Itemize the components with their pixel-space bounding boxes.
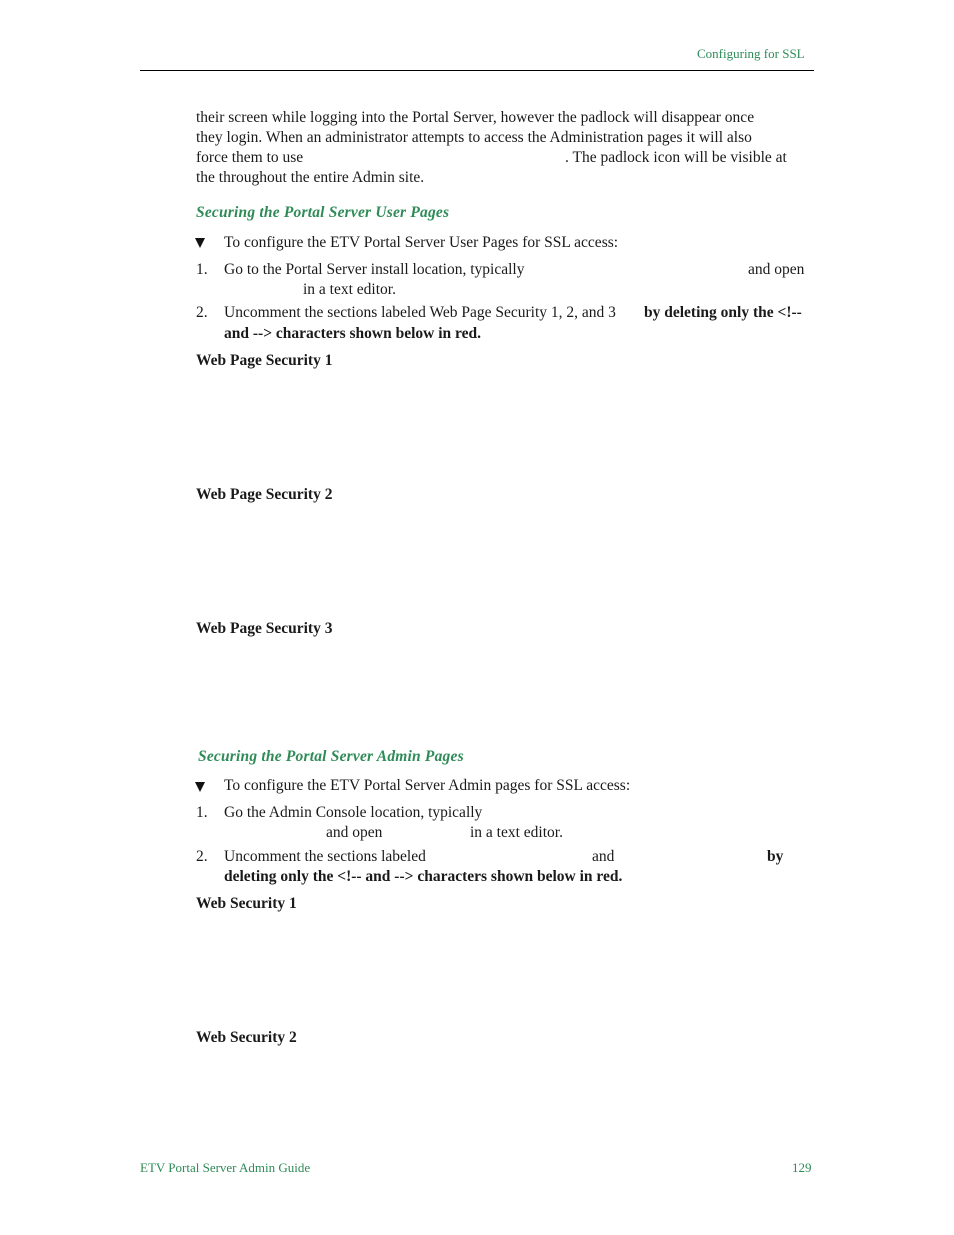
admin-step-1-text-a: Go the Admin Console location, typically: [224, 804, 483, 821]
step-number: 1.: [196, 804, 208, 821]
admin-step-2-text-b: and: [592, 848, 615, 865]
admin-step-2-bold-b: deleting only the <!-- and --> characters shown below in red.: [224, 868, 623, 885]
label-web-page-security-3: Web Page Security 3: [196, 620, 333, 637]
label-web-page-security-2: Web Page Security 2: [196, 486, 333, 503]
triangle-bullet-icon: [195, 238, 205, 248]
step-number: 2.: [196, 304, 208, 321]
step-number: 1.: [196, 261, 208, 278]
admin-step-2-bold-a: by: [767, 848, 784, 865]
label-web-security-2: Web Security 2: [196, 1029, 297, 1046]
admin-step-2-text-a: Uncomment the sections labeled: [224, 848, 426, 865]
section-heading-user-pages: Securing the Portal Server User Pages: [196, 204, 450, 221]
header-rule: [140, 70, 814, 71]
procedure-intro-user: To configure the ETV Portal Server User Pages for SSL access:: [224, 234, 619, 251]
intro-line-1: their screen while logging into the Portal Server, however the padlock will disappear once: [196, 109, 755, 126]
admin-step-1-text-c: in a text editor.: [470, 824, 563, 841]
step-2-bold-b: and --> characters shown below in red.: [224, 325, 481, 342]
intro-line-4: the throughout the entire Admin site.: [196, 169, 425, 186]
intro-line-2: they login. When an administrator attempts to access the Administration pages it will also: [196, 129, 752, 146]
admin-step-1-text-b: and open: [326, 824, 383, 841]
label-web-page-security-1: Web Page Security 1: [196, 352, 333, 369]
step-1-text-b: and open: [748, 261, 805, 278]
intro-line-3b: . The padlock icon will be visible at: [565, 149, 787, 166]
label-web-security-1: Web Security 1: [196, 895, 297, 912]
step-2-bold-a: by deleting only the <!--: [644, 304, 802, 321]
step-1-text-c: in a text editor.: [303, 281, 396, 298]
step-number: 2.: [196, 848, 208, 865]
running-header: Configuring for SSL: [697, 46, 805, 61]
footer-title: ETV Portal Server Admin Guide: [140, 1160, 311, 1175]
procedure-intro-admin: To configure the ETV Portal Server Admin pages for SSL access:: [224, 777, 631, 794]
step-1-text-a: Go to the Portal Server install location, typically: [224, 261, 525, 278]
section-heading-admin-pages: Securing the Portal Server Admin Pages: [198, 748, 464, 765]
step-2-text-a: Uncomment the sections labeled Web Page Security 1, 2, and 3: [224, 304, 616, 321]
triangle-bullet-icon: [195, 782, 205, 792]
page-number: 129: [792, 1160, 812, 1175]
intro-line-3a: force them to use: [196, 149, 304, 166]
